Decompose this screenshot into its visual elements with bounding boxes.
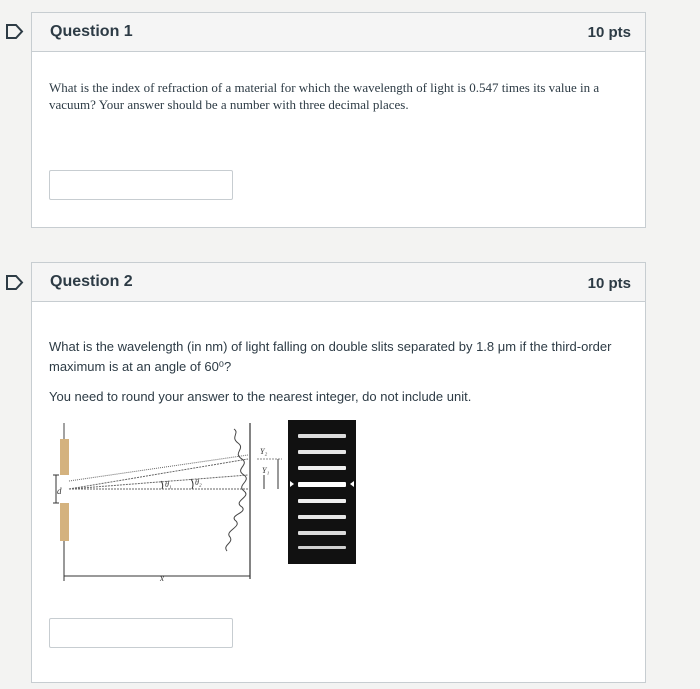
question-title: Question 2	[50, 273, 133, 290]
label-theta1: θ₁	[165, 480, 172, 489]
answer-input[interactable]	[49, 170, 233, 200]
interference-pattern	[288, 420, 356, 564]
question-card-2	[31, 262, 646, 683]
ray-2	[69, 459, 248, 489]
label-theta2: θ₂	[195, 478, 202, 487]
label-y1: Y₁	[262, 466, 270, 475]
label-y2: Y₂	[260, 447, 268, 456]
answer-input[interactable]	[49, 618, 233, 648]
question-points: 10 pts	[587, 24, 631, 41]
pattern-background	[288, 420, 356, 564]
question-points: 10 pts	[587, 275, 631, 292]
question-card-1	[31, 12, 646, 228]
flag-question-icon[interactable]	[5, 274, 24, 291]
question-header	[32, 13, 645, 52]
slit-wall-top	[60, 439, 69, 475]
question-instruction: You need to round your answer to the nearest integer, do not include unit.	[49, 389, 472, 404]
question-text: What is the wavelength (in nm) of light falling on double slits separated by 1.8 μm if the third-order maximum is at an angle of 60⁰?	[49, 339, 612, 374]
ray-1	[69, 475, 248, 489]
question-title: Question 1	[50, 23, 133, 40]
ray-3	[69, 455, 248, 481]
double-slit-diagram	[52, 421, 292, 586]
label-d: d	[57, 486, 62, 496]
intensity-curve	[226, 429, 247, 551]
slit-wall-bottom	[60, 503, 69, 541]
question-text: What is the index of refraction of a material for which the wavelength of light is 0.547 times its value in a vacuum? Your answer should be a number with three decimal places.	[49, 80, 600, 112]
question-header	[32, 263, 645, 302]
flag-question-icon[interactable]	[5, 23, 24, 40]
label-x: x	[160, 573, 164, 583]
